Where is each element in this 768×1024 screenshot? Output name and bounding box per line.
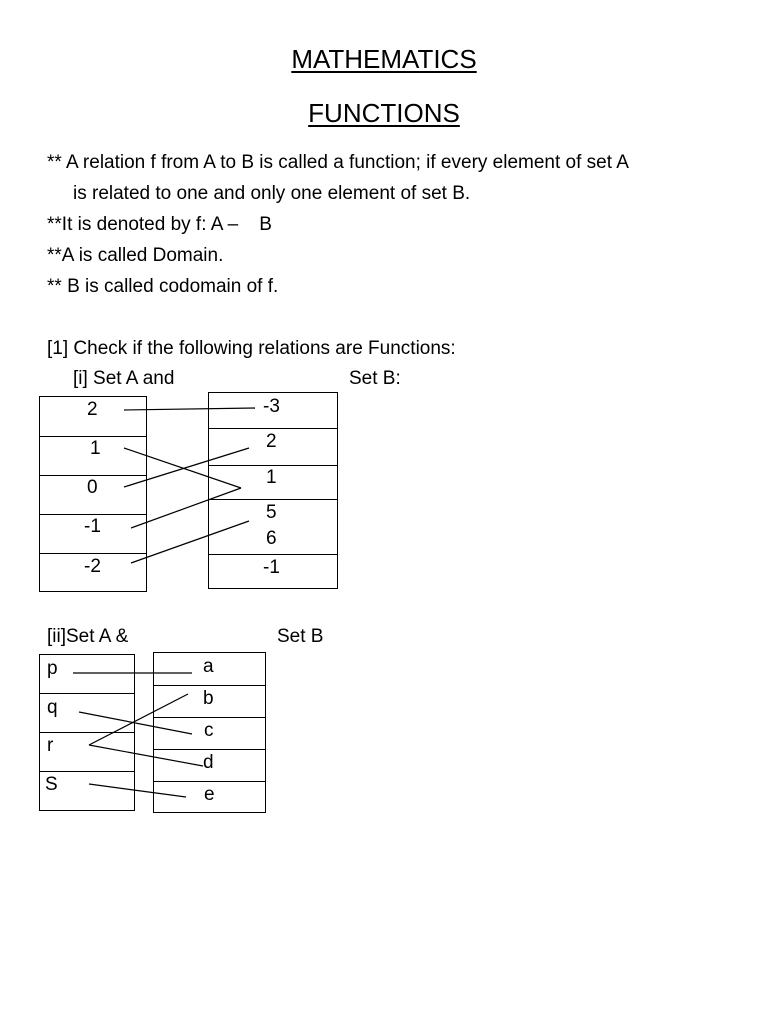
set-a-element: 0 [87, 477, 98, 498]
set-b-element: b [203, 688, 214, 709]
set-a-element: q [47, 697, 58, 718]
set-b-element: 1 [266, 467, 277, 488]
part1-set-b-label: Set B: [349, 368, 401, 389]
part1-set-a-label: [i] Set A and [73, 368, 175, 389]
mapping-arrow [79, 712, 192, 734]
set-a-element: 2 [87, 399, 98, 420]
mapping-arrow [89, 694, 188, 745]
mapping-arrow [89, 784, 186, 797]
question-heading: [1] Check if the following relations are Functions: [47, 338, 456, 359]
mapping-arrow [89, 745, 203, 766]
mapping-arrow [124, 408, 255, 410]
set-b-element: -3 [263, 396, 280, 417]
set-a-element: S [45, 774, 58, 795]
set-b-element: -1 [263, 557, 280, 578]
part2-set-b-label: Set B [277, 626, 324, 647]
set-b-element: d [203, 752, 214, 773]
set-a-element: -2 [84, 556, 101, 577]
set-b-element: c [204, 720, 214, 741]
set-a-element: p [47, 658, 58, 679]
definition-line-1: ** A relation f from A to B is called a function; if every element of set A [47, 152, 629, 173]
page-title: MATHEMATICS [291, 44, 477, 74]
definition-line-4: **A is called Domain. [47, 245, 224, 266]
definition-line-5: ** B is called codomain of f. [47, 276, 279, 297]
set-b-element: 5 [266, 502, 277, 523]
set-b-element: a [203, 656, 214, 677]
set-a-element: r [47, 735, 54, 756]
part2-set-a-label: [ii]Set A & [47, 626, 129, 647]
mapping-arrow [131, 521, 249, 563]
set-b-element: 6 [266, 528, 277, 549]
definition-line-3: **It is denoted by f: A – B [47, 214, 272, 235]
set-a-element: -1 [84, 516, 101, 537]
definition-line-2: is related to one and only one element of set B. [73, 183, 471, 204]
set-b-element: e [204, 784, 215, 805]
set-a-element: 1 [90, 438, 101, 459]
page-subtitle: FUNCTIONS [308, 98, 460, 128]
set-b-element: 2 [266, 431, 277, 452]
mapping-arrow [131, 488, 241, 528]
